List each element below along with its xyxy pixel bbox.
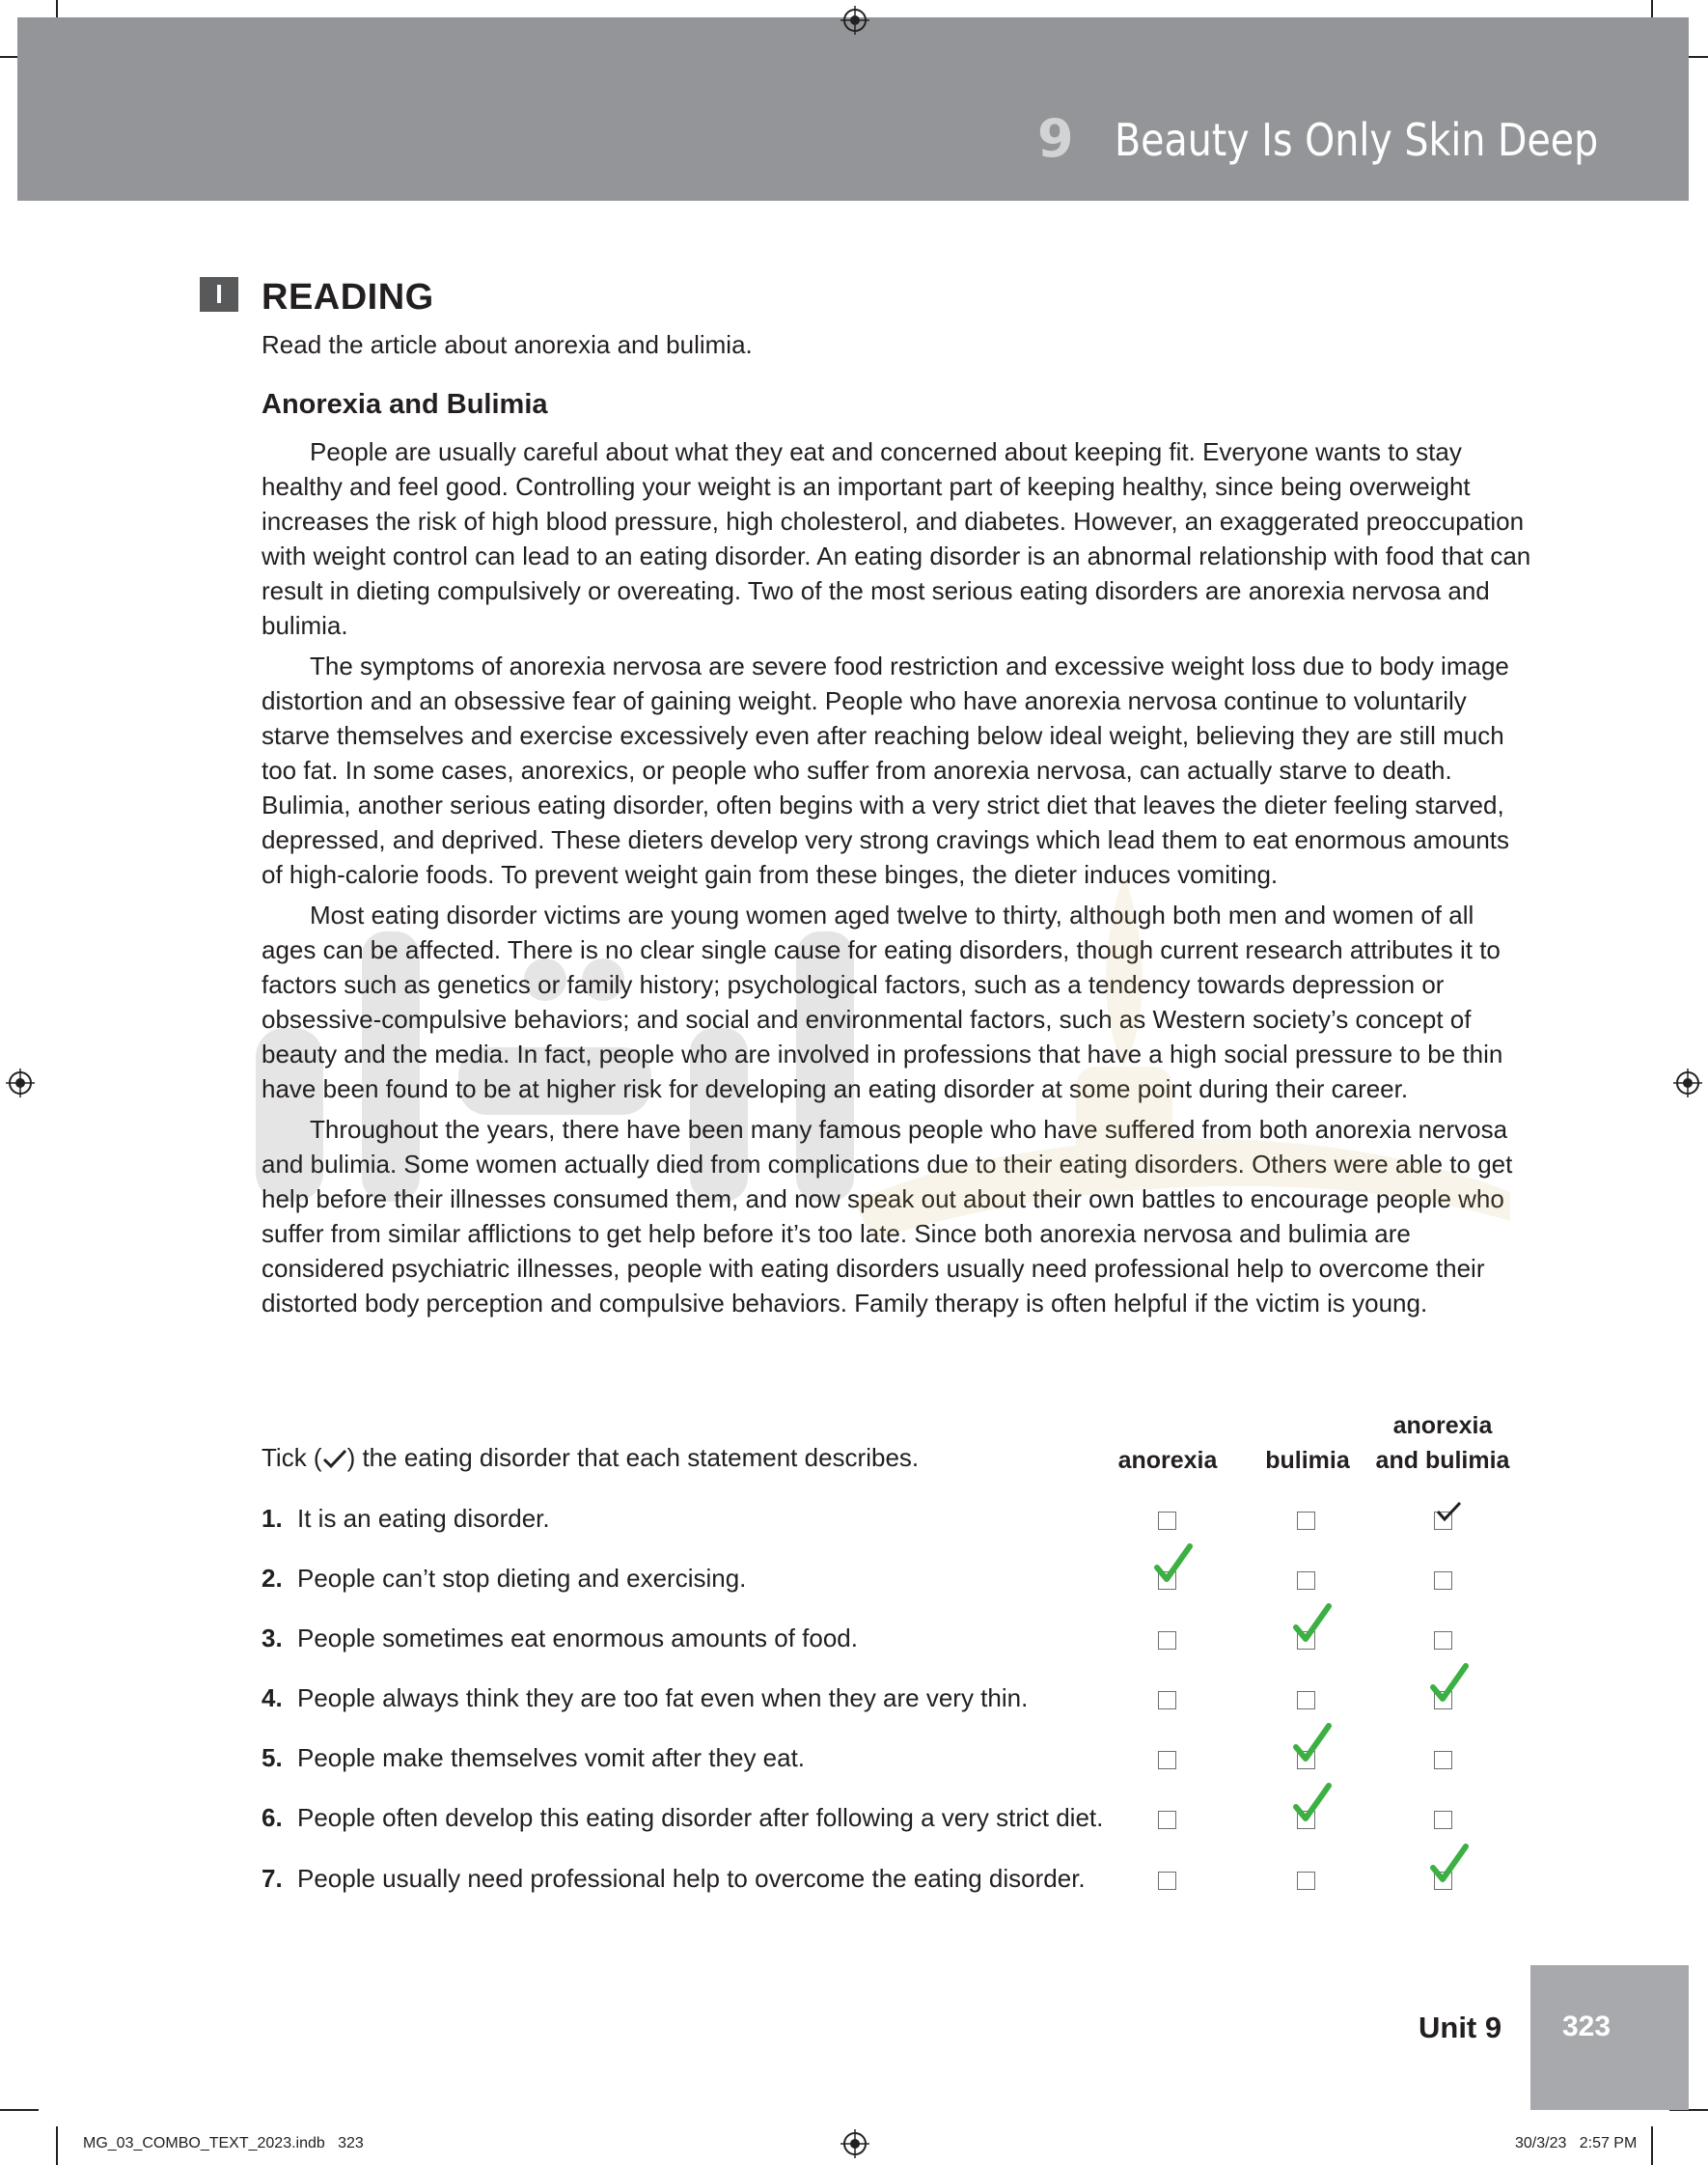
item-statement: People sometimes eat enormous amounts of food. bbox=[297, 1624, 858, 1652]
item-number: 1. bbox=[262, 1504, 283, 1533]
crop-mark bbox=[0, 2109, 39, 2111]
column-header-anorexia-and-bulimia: anorexia and bulimia bbox=[1375, 1412, 1510, 1474]
green-tick-icon bbox=[1290, 1722, 1335, 1766]
checkbox-bulimia[interactable] bbox=[1297, 1691, 1315, 1709]
checkbox-anorexia[interactable] bbox=[1158, 1512, 1176, 1530]
article-paragraph: Throughout the years, there have been many famous people who have suffered from both anorexia nervosa and bulimia. Some women actually died from complications due to their eating disorders. Others were able to get help before their illnesses consumed them, and now speak out about their own battles to encourage people who suffer from similar afflictions to get help before it’s too late. Since both anorexia nervosa and bulimia are considered psychiatric illnesses, people with eating disorders usually need professional help to overcome their distorted body perception and compulsive behaviors. Family therapy is often helpful if the victim is young. bbox=[262, 1115, 1513, 1318]
print-slug-date: 30/3/23 2:57 PM bbox=[1515, 2135, 1638, 2151]
header-band bbox=[17, 17, 1689, 201]
article-paragraph: The symptoms of anorexia nervosa are severe food restriction and excessive weight loss due to body image distortion and an obsessive fear of gaining weight. People who have anorexia nervosa continue to voluntarily starve themselves and exercise excessively even after reaching below ideal weight, believing they are still much too fat. In some cases, anorexics, or people who suffer from anorexia nervosa, can actually starve to death. Bulimia, another serious eating disorder, often begins with a very strict diet that leaves the dieter feeling starved, depressed, and deprived. These dieters develop very strong cravings which lead them to eat enormous amounts of high-calorie foods. To prevent weight gain from these binges, the dieter induces vomiting. bbox=[262, 652, 1510, 889]
registration-mark-icon bbox=[6, 1069, 35, 1097]
checkbox-anorexia-and-bulimia[interactable] bbox=[1434, 1631, 1452, 1650]
print-slug-file: MG_03_COMBO_TEXT_2023.indb 323 bbox=[83, 2135, 364, 2151]
unit-title: Beauty Is Only Skin Deep bbox=[1115, 114, 1599, 166]
item-statement: People can’t stop dieting and exercising. bbox=[297, 1564, 747, 1593]
checkbox-anorexia[interactable] bbox=[1158, 1872, 1176, 1890]
page-number: 323 bbox=[1561, 2011, 1612, 2042]
exercise-row bbox=[262, 1624, 1526, 1662]
item-number: 6. bbox=[262, 1803, 283, 1832]
item-statement: It is an eating disorder. bbox=[297, 1504, 550, 1533]
checkbox-bulimia[interactable] bbox=[1297, 1571, 1315, 1590]
checkbox-bulimia[interactable] bbox=[1297, 1872, 1315, 1890]
item-number: 3. bbox=[262, 1624, 283, 1652]
crop-mark bbox=[56, 2126, 58, 2165]
green-tick-icon bbox=[1427, 1843, 1472, 1887]
item-statement: People make themselves vomit after they eat. bbox=[297, 1743, 806, 1772]
item-statement: People often develop this eating disorder after following a very strict diet. bbox=[297, 1803, 1104, 1832]
crop-mark bbox=[1651, 2126, 1653, 2165]
item-number: 2. bbox=[262, 1564, 283, 1593]
registration-mark-icon bbox=[840, 6, 869, 35]
green-tick-icon bbox=[1290, 1602, 1335, 1647]
checkbox-anorexia[interactable] bbox=[1158, 1811, 1176, 1829]
green-tick-icon bbox=[1290, 1782, 1335, 1826]
exercise-row bbox=[262, 1564, 1526, 1602]
footer-unit-label: Unit 9 bbox=[1419, 2011, 1502, 2044]
green-tick-icon bbox=[1427, 1662, 1472, 1707]
section-title: READING bbox=[262, 277, 434, 318]
registration-mark-icon bbox=[1673, 1069, 1702, 1097]
item-statement: People always think they are too fat even when they are very thin. bbox=[297, 1683, 1029, 1712]
checkbox-anorexia-and-bulimia[interactable] bbox=[1434, 1571, 1452, 1590]
section-number-badge: I bbox=[200, 277, 238, 312]
green-tick-icon bbox=[1151, 1542, 1196, 1587]
exercise-row bbox=[262, 1803, 1526, 1842]
checkbox-anorexia[interactable] bbox=[1158, 1691, 1176, 1709]
article-paragraph: Most eating disorder victims are young women aged twelve to thirty, although both men and women of all ages can be affected. There is no clear single cause for eating disorders, though current research attributes it to factors such as genetics or family history; psychological factors, such as a tendency towards depression or obsessive-compulsive behaviors; and social and environmental factors, such as Western society’s concept of beauty and the media. In fact, people who are involved in professions that have a high social pressure to be thin have been found to be at higher risk for developing an eating disorder at some point during their career. bbox=[262, 901, 1503, 1103]
registration-mark-icon bbox=[840, 2129, 869, 2158]
checkbox-anorexia[interactable] bbox=[1158, 1631, 1176, 1650]
check-mark-icon bbox=[322, 1448, 347, 1469]
checkbox-anorexia[interactable] bbox=[1158, 1751, 1176, 1769]
article-title: Anorexia and Bulimia bbox=[262, 389, 548, 420]
prompt-text: Tick ( bbox=[262, 1443, 322, 1472]
article-body bbox=[262, 434, 1531, 1326]
article-paragraph: People are usually careful about what they eat and concerned about keeping fit. Everyone wants to stay healthy and feel good. Controlling your weight is an important part of keeping healthy, since being overweight increases the risk of high blood pressure, high cholesterol, and diabetes. However, an exaggerated preoccupation with weight control can lead to an eating disorder. An eating disorder is an abnormal relationship with food that can result in dieting compulsively or overeating. Two of the most serious eating disorders are anorexia nervosa and bulimia. bbox=[262, 437, 1531, 640]
item-number: 5. bbox=[262, 1743, 283, 1772]
item-statement: People usually need professional help to overcome the eating disorder. bbox=[297, 1864, 1086, 1893]
checkbox-anorexia-and-bulimia[interactable] bbox=[1434, 1751, 1452, 1769]
column-header-bulimia: bulimia bbox=[1265, 1447, 1350, 1474]
exercise-row bbox=[262, 1504, 1526, 1542]
exercise-row bbox=[262, 1683, 1526, 1722]
item-number: 7. bbox=[262, 1864, 283, 1893]
checkbox-anorexia-and-bulimia[interactable] bbox=[1434, 1811, 1452, 1829]
unit-number: 9 bbox=[1037, 108, 1074, 169]
check-mark-icon bbox=[1434, 1500, 1463, 1525]
exercise-prompt bbox=[262, 1443, 919, 1473]
prompt-text: ) the eating disorder that each statement describes. bbox=[346, 1443, 920, 1472]
item-number: 4. bbox=[262, 1683, 283, 1712]
column-header-anorexia: anorexia bbox=[1117, 1447, 1218, 1474]
checkbox-bulimia[interactable] bbox=[1297, 1512, 1315, 1530]
exercise-row bbox=[262, 1743, 1526, 1782]
section-instructions: Read the article about anorexia and bulimia. bbox=[262, 330, 753, 359]
exercise-row bbox=[262, 1864, 1526, 1902]
